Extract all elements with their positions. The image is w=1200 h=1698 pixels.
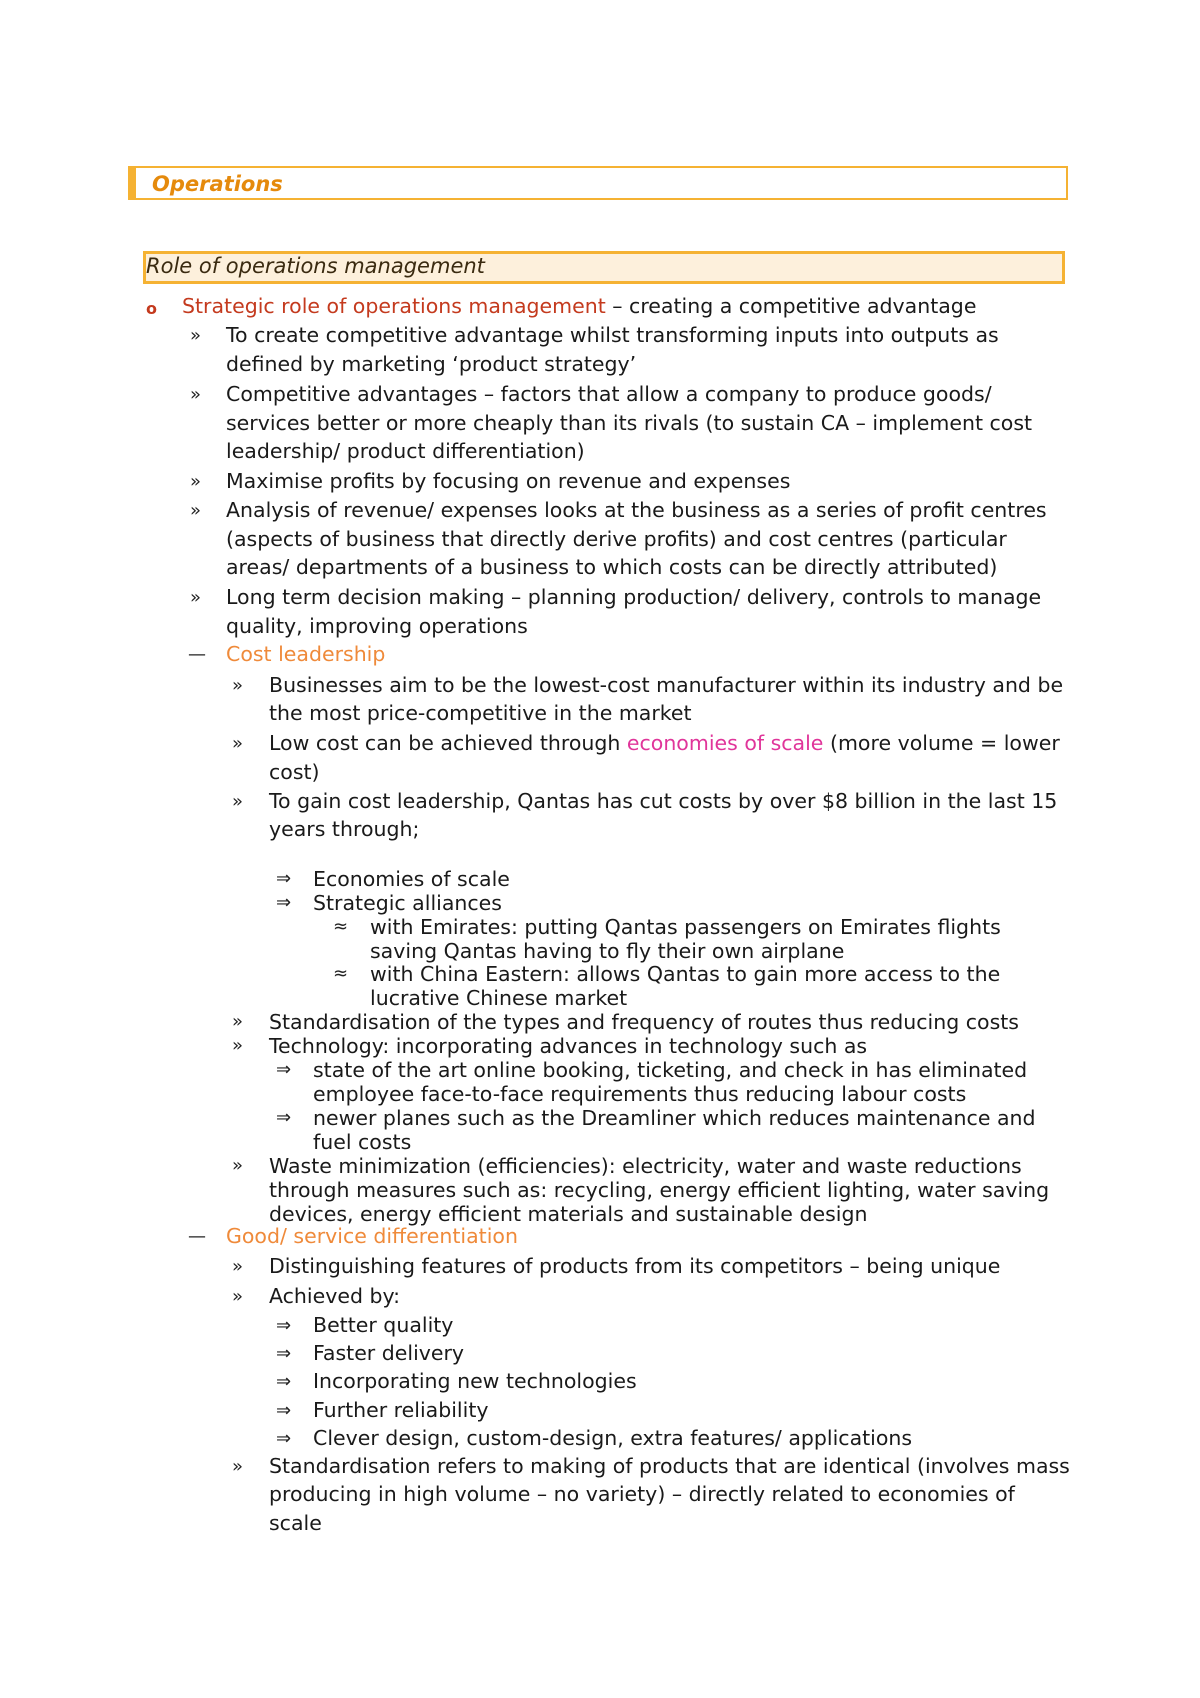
raquo-bullet-icon: » <box>190 587 202 608</box>
list-item: Standardisation refers to making of products that are identical (involves mass <box>269 1454 1070 1478</box>
arrow-bullet-icon: ⇒ <box>276 1400 292 1421</box>
list-item: To gain cost leadership, Qantas has cut costs by over $8 billion in the last 15 <box>269 789 1058 813</box>
list-item-cont: services better or more cheaply than its rivals (to sustain CA – implement cost <box>226 411 1033 435</box>
list-item-cont: producing in high volume – no variety) – directly related to economies of <box>269 1482 1015 1506</box>
raquo-bullet-icon: » <box>232 1286 244 1307</box>
sub-sub-item: with China Eastern: allows Qantas to gain more access to the <box>370 962 1001 986</box>
list-item-cont: scale <box>269 1511 322 1535</box>
list-item-cont: leadership/ product differentiation) <box>226 439 585 463</box>
sub-item: Further reliability <box>313 1398 489 1422</box>
arrow-bullet-icon: ⇒ <box>276 892 292 913</box>
list-item-cont: the most price-competitive in the market <box>269 701 692 725</box>
approx-bullet-icon: ≈ <box>333 963 349 984</box>
arrow-bullet-icon: ⇒ <box>276 868 292 889</box>
list-item: Maximise profits by focusing on revenue and expenses <box>226 469 791 493</box>
list-item-cont: years through; <box>269 817 420 841</box>
list-item-cont: cost) <box>269 760 320 784</box>
raquo-bullet-icon: » <box>232 1035 244 1056</box>
raquo-bullet-icon: » <box>232 1456 244 1477</box>
list-item-cont: (aspects of business that directly derive profits) and cost centres (particular <box>226 527 1007 551</box>
raquo-bullet-icon: » <box>232 1256 244 1277</box>
text-run: Technology <box>269 1034 383 1058</box>
sub-item: Better quality <box>313 1313 454 1337</box>
raquo-bullet-icon: » <box>190 384 202 405</box>
list-item: Standardisation of the types and frequency of routes thus reducing costs <box>269 1010 1019 1034</box>
raquo-bullet-icon: » <box>190 471 202 492</box>
list-item: Competitive advantages – factors that allow a company to produce goods/ <box>226 382 992 406</box>
arrow-bullet-icon: ⇒ <box>276 1343 292 1364</box>
text-run: (more volume = lower <box>823 731 1060 755</box>
main-item <box>182 292 976 321</box>
main-item-label: Strategic role of operations management <box>182 294 606 318</box>
economies-of-scale-term: economies of scale <box>626 731 824 755</box>
list-item <box>269 729 1060 758</box>
list-item-cont: devices, energy efficient materials and sustainable design <box>269 1202 868 1226</box>
sub-item: Clever design, custom-design, extra features/ applications <box>313 1426 913 1450</box>
arrow-bullet-icon: ⇒ <box>276 1428 292 1449</box>
sub-item-cont: employee face-to-face requirements thus reducing labour costs <box>313 1082 967 1106</box>
raquo-bullet-icon: » <box>232 675 244 696</box>
list-item: Analysis of revenue/ expenses looks at the business as a series of profit centres <box>226 498 1047 522</box>
arrow-bullet-icon: ⇒ <box>276 1059 292 1080</box>
differentiation-title: Good/ service differentiation <box>226 1224 518 1248</box>
dash-bullet-icon: — <box>188 644 206 665</box>
arrow-bullet-icon: ⇒ <box>276 1107 292 1128</box>
main-item-rest: – creating a competitive advantage <box>605 294 977 318</box>
raquo-bullet-icon: » <box>190 500 202 521</box>
list-item-cont: defined by marketing ‘product strategy’ <box>226 352 637 376</box>
arrow-bullet-icon: ⇒ <box>276 1371 292 1392</box>
text-run: : incorporating advances in technology such as <box>382 1034 868 1058</box>
raquo-bullet-icon: » <box>232 791 244 812</box>
raquo-bullet-icon: » <box>232 733 244 754</box>
list-item-cont: through measures such as: recycling, energy efficient lighting, water saving <box>269 1178 1050 1202</box>
list-item: Achieved by: <box>269 1284 401 1308</box>
sub-sub-item-cont: saving Qantas having to fly their own airplane <box>370 939 845 963</box>
list-item-cont: quality, improving operations <box>226 614 528 638</box>
raquo-bullet-icon: » <box>190 325 202 346</box>
list-item: To create competitive advantage whilst transforming inputs into outputs as <box>226 323 999 347</box>
list-item <box>269 1034 867 1058</box>
arrow-bullet-icon: ⇒ <box>276 1315 292 1336</box>
heading-operations: Operations <box>152 172 283 196</box>
sub-item: Economies of scale <box>313 867 510 891</box>
sub-item: Incorporating new technologies <box>313 1369 637 1393</box>
heading-role-of-operations: Role of operations management <box>146 254 485 278</box>
list-item: Waste minimization (efficiencies): electricity, water and waste reductions <box>269 1154 1022 1178</box>
circle-bullet-icon: o <box>146 299 157 318</box>
sub-item: Strategic alliances <box>313 891 502 915</box>
dash-bullet-icon: — <box>188 1226 206 1247</box>
raquo-bullet-icon: » <box>232 1155 244 1176</box>
approx-bullet-icon: ≈ <box>333 916 349 937</box>
raquo-bullet-icon: » <box>232 1011 244 1032</box>
sub-item: state of the art online booking, ticketing, and check in has eliminated <box>313 1058 1028 1082</box>
list-item: Businesses aim to be the lowest-cost manufacturer within its industry and be <box>269 673 1064 697</box>
sub-item: newer planes such as the Dreamliner which reduces maintenance and <box>313 1106 1036 1130</box>
list-item: Distinguishing features of products from its competitors – being unique <box>269 1254 1001 1278</box>
sub-item: Faster delivery <box>313 1341 465 1365</box>
sub-sub-item-cont: lucrative Chinese market <box>370 986 628 1010</box>
list-item: Long term decision making – planning production/ delivery, controls to manage <box>226 585 1042 609</box>
list-item-cont: areas/ departments of a business to which costs can be directly attributed) <box>226 555 998 579</box>
cost-leadership-title: Cost leadership <box>226 642 386 666</box>
sub-sub-item: with Emirates: putting Qantas passengers on Emirates flights <box>370 915 1001 939</box>
text-run: Low cost can be achieved through <box>269 731 627 755</box>
sub-item-cont: fuel costs <box>313 1130 412 1154</box>
